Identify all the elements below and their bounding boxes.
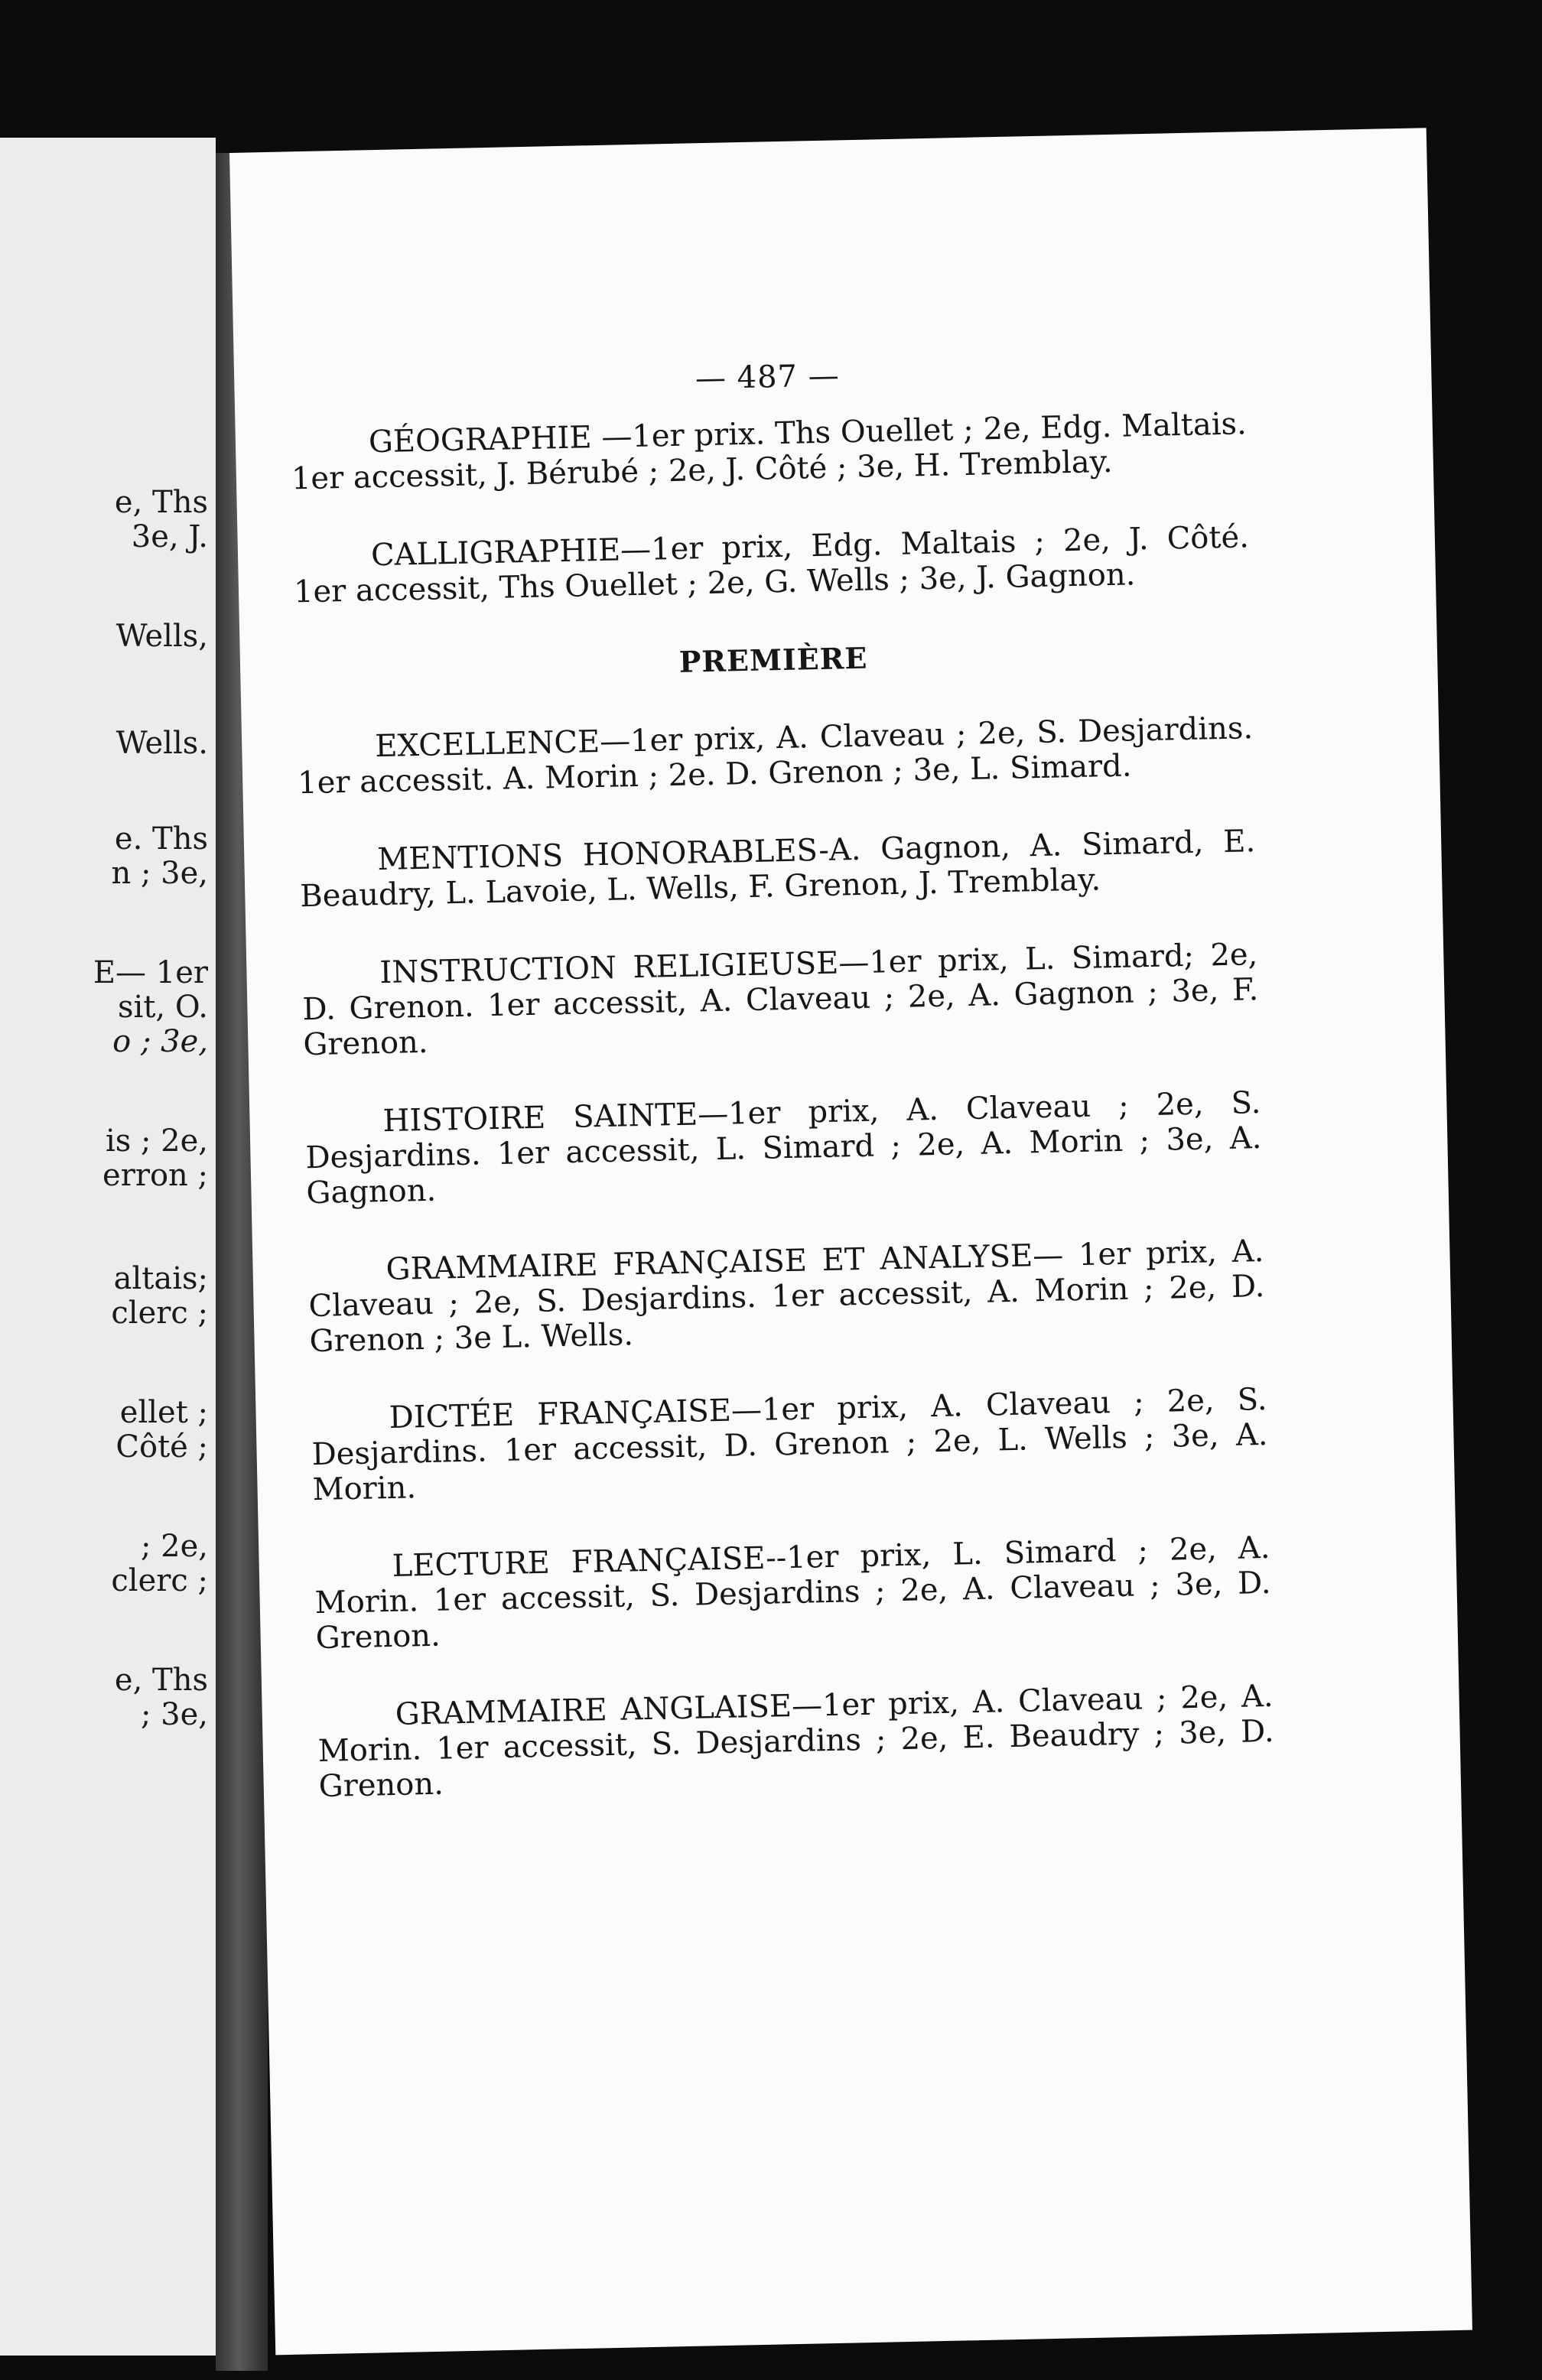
prize-entry: LECTURE FRANÇAISE--1er prix, L. Simard ; 2e, A. Morin. 1er accessit, S. Desjardins ; 2e, A. Claveau ; 3e, D. Grenon. (314, 1530, 1271, 1657)
left-page-line: 3e, J. (131, 519, 208, 554)
left-page-line: Wells, (115, 619, 208, 654)
left-page-line: e, Ths (114, 485, 208, 520)
left-page-line: Wells. (115, 726, 208, 761)
left-page-line: E— 1er (93, 955, 208, 990)
section-heading: PREMIÈRE (678, 640, 868, 679)
prize-entry: INSTRUCTION RELIGIEUSE—1er prix, L. Simard; 2e, D. Grenon. 1er accessit, A. Claveau ; 2e, A. Gagnon ; 3e, F. Grenon. (301, 937, 1259, 1063)
left-page-line: altais; (113, 1261, 208, 1296)
prize-entry: GRAMMAIRE ANGLAISE—1er prix, A. Claveau ; 2e, A. Morin. 1er accessit, S. Desjardins ; 2e, E. Beaudry ; 3e, D. Grenon. (317, 1678, 1275, 1805)
left-page-line: o ; 3e, (112, 1024, 208, 1059)
left-page-line: e, Ths (114, 1663, 208, 1698)
left-page-line: clerc ; (111, 1563, 208, 1598)
left-page-line: e. Ths (114, 821, 208, 857)
prize-entry: DICTÉE FRANÇAISE—1er prix, A. Claveau ; 2e, S. Desjardins. 1er accessit, D. Grenon ; 2e, L. Wells ; 3e, A. Morin. (311, 1381, 1268, 1508)
left-page-line: Côté ; (115, 1429, 208, 1465)
main-page (229, 128, 1472, 2355)
left-page-edge (0, 138, 216, 2356)
left-page-line: erron ; (102, 1158, 208, 1193)
prize-entry: EXCELLENCE—1er prix, A. Claveau ; 2e, S. Desjardins. 1er accessit. A. Morin ; 2e. D. Grenon ; 3e, L. Simard. (297, 710, 1254, 801)
left-page-line: ; 2e, (140, 1529, 208, 1564)
prize-entry: GÉOGRAPHIE —1er prix. Ths Ouellet ; 2e, Edg. Maltais. 1er accessit, J. Bérubé ; 2e, J. Côté ; 3e, H. Tremblay. (291, 406, 1248, 497)
prize-entry: MENTIONS HONORABLES-A. Gagnon, A. Simard, E. Beaudry, L. Lavoie, L. Wells, F. Grenon, J. Tremblay. (299, 824, 1256, 915)
prize-entry: CALLIGRAPHIE—1er prix, Edg. Maltais ; 2e, J. Côté. 1er accessit, Ths Ouellet ; 2e, G. Wells ; 3e, J. Gagnon. (293, 519, 1250, 610)
left-page-line: is ; 2e, (105, 1123, 208, 1159)
left-page-line: clerc ; (111, 1296, 208, 1331)
left-page-line: ellet ; (119, 1395, 208, 1430)
left-page-line: n ; 3e, (111, 856, 208, 891)
page-number: — 487 — (695, 358, 841, 397)
prize-entry: HISTOIRE SAINTE—1er prix, A. Claveau ; 2e, S. Desjardins. 1er accessit, L. Simard ; 2e, A. Morin ; 3e, A. Gagnon. (305, 1085, 1262, 1211)
left-page-line: sit, O. (118, 990, 208, 1025)
page-body (289, 350, 1276, 1847)
left-page-line: ; 3e, (140, 1697, 208, 1732)
prize-entry: GRAMMAIRE FRANÇAISE ET ANALYSE— 1er prix, A. Claveau ; 2e, S. Desjardins. 1er accessit, A. Morin ; 2e, D. Grenon ; 3e L. Wells. (308, 1233, 1265, 1360)
